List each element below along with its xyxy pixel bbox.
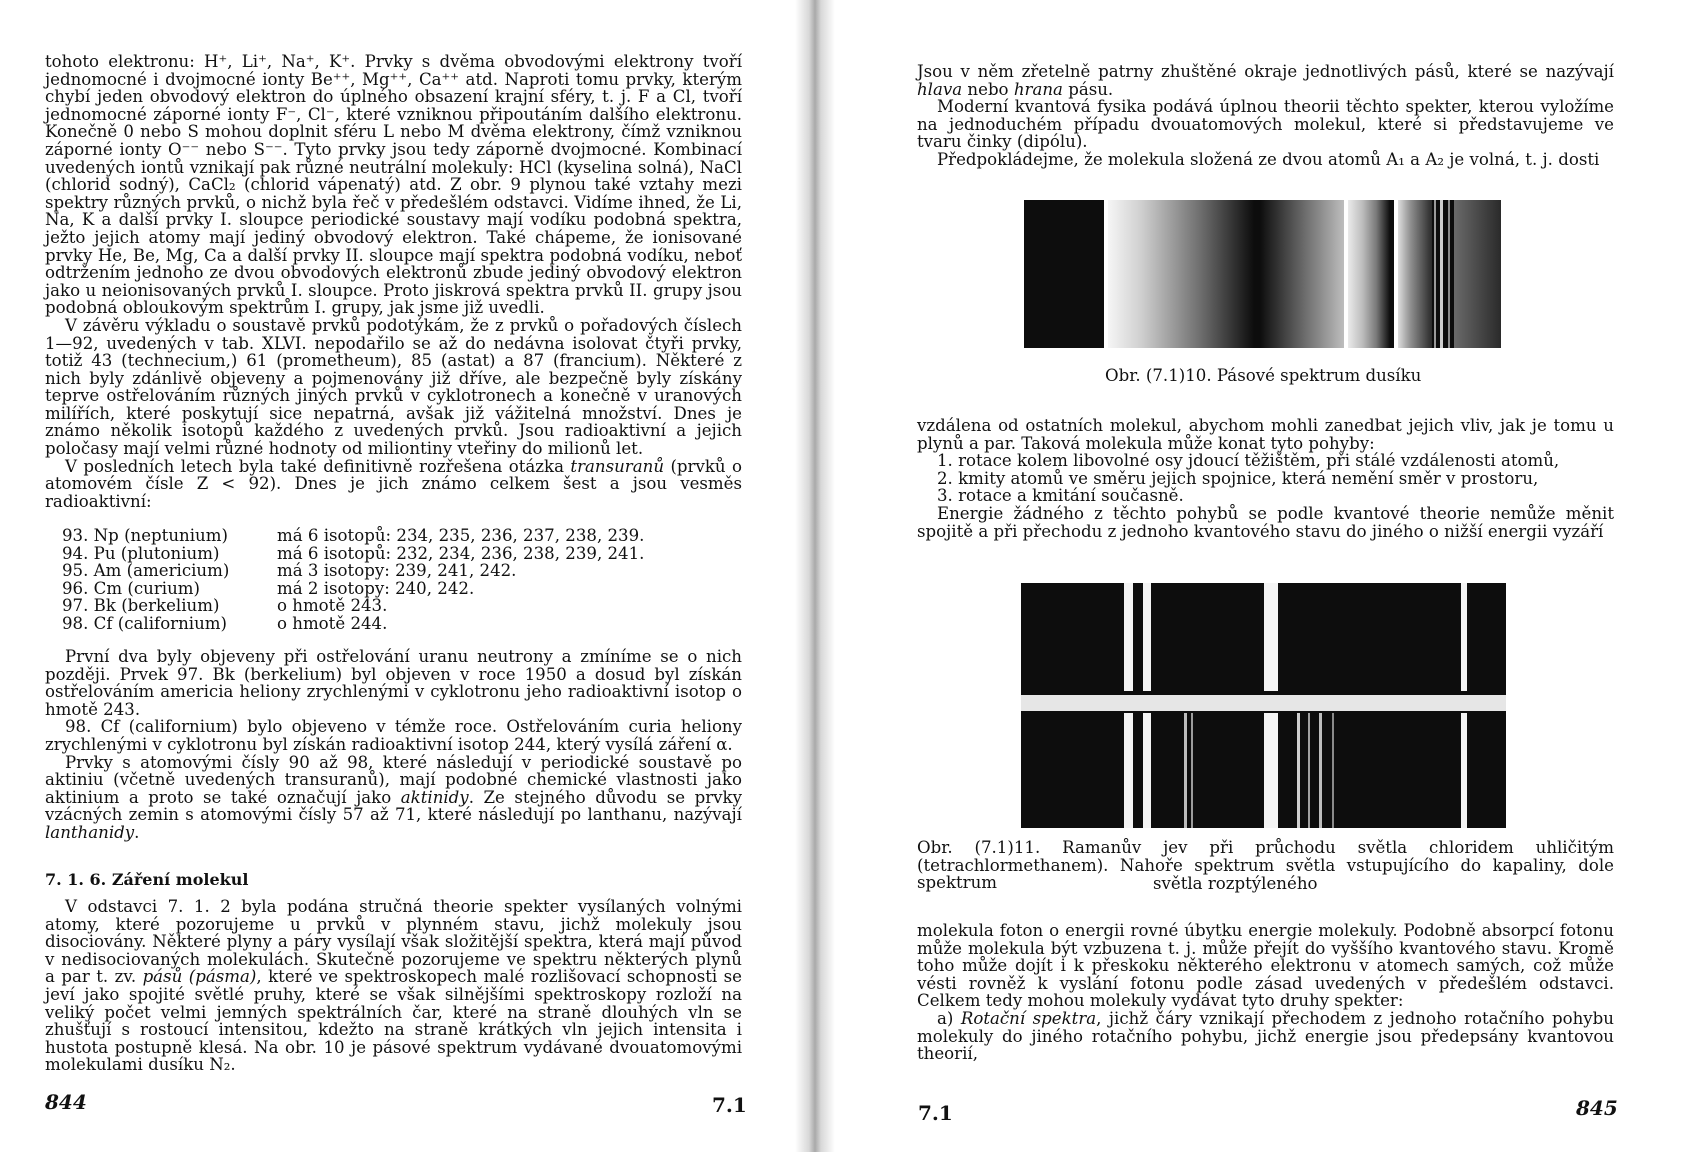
left-page [0,0,800,1152]
raman-spectrum-figure [1021,583,1506,828]
spectral-line [1319,713,1322,828]
paragraph: Moderní kvantová fysika podává úplnou theorii těchto spekter, kterou vyložíme na jednoduchém případu dvouatomových molekul, které si představujeme ve tvaru činky (dipólu). [917,97,1614,152]
band-head [1344,200,1348,348]
list-item: 95. Am (americium) má 3 isotopy: 239, 241, 242. [62,561,517,581]
list-item: 93. Np (neptunium) má 6 isotopů: 234, 235, 236, 237, 238, 239. [62,526,645,545]
paragraph: tohoto elektronu: H⁺, Li⁺, Na⁺, K⁺. Prvky s dvěma obvodovými elektrony tvoří jednomocné i dvojmocné ionty Be⁺⁺, Mg⁺⁺, Ca⁺⁺ atd. Naproti tomu prvky, kterým chybí jeden obvodový elektron do úplného obsazení krajní sféry, t. j. F a Cl, tvoří jednomocné záporné ionty F⁻, Cl⁻, které vzniknou připoutáním dalšího elektronu. Konečně 0 nebo S mohou doplnit sféru L nebo M dvěma elektrony, čímž vzniknou záporné ionty O⁻⁻ nebo S⁻⁻. Tyto prvky jsou tedy záporně dvojmocné. Kombinací uvedených iontů vznikají pak různé neutrální molekuly: HCl (kyselina solná), NaCl (chlorid sodný), CaCl₂ (chlorid vápenatý) atd. Z obr. 9 plynou také vztahy mezi spektry různých prvků, o nichž byla řeč v předešlém odstavci. Vidíme ihned, že Li, Na, K a další prvky I. sloupce periodické soustavy mají vodíku podobná spektra, ježto jejich atomy mají jediný obvodový elektron. Také chápeme, že ionisované prvky He, Be, Mg, Ca a další prvky II. sloupce mají spektra podobná vodíku, neboť odtržením jednoho ze dvou obvodových elektronů zbude jediný obvodový elektron jako u neionisovaných prvků I. sloupce. Proto jiskrová spektra prvků II. grupy jsou podobná obloukovým spektrům I. grupy, jak jsme již uvedli. [45,52,742,318]
separator-strip [1021,695,1506,711]
list-item: 97. Bk (berkelium) o hmotě 243. [62,596,388,616]
book-gutter [795,0,835,1152]
section-heading: 7. 1. 6. Záření molekul [45,870,249,889]
spectral-line [1264,583,1278,691]
paragraph: Energie žádného z těchto pohybů se podle kvantové theorie nemůže měnit spojitě a při přechodu z jednoho kvantového stavu do jiného o nižší energii vyzáří [917,503,1614,541]
left-text-block-middle [45,648,742,842]
spectral-line [1124,583,1133,691]
spectral-band [1454,200,1501,348]
motion-list [917,452,1614,505]
spectral-band [1260,200,1344,348]
paragraph: V odstavci 7. 1. 2 byla podána stručná theorie spekter vysílaných volnými atomy, které pozorujeme u prvků v plynném stavu, jichž molekuly jsou disociovány. Některé plyny a páry vysílají však složitější spektra, která mají původ v nedisociovaných molekulách. Skutečně pozorujeme ve spektru některých plynů a par t. zv. pásů (pásma), které ve spektroskopech malé rozlišovací schopnosti se jeví jako spojité světlé pruhy, které se však silnějšími spektroskopy rozloží na veliký počet velmi jemných spektrálních čar, které na straně dlouhých vln se zhušťují s rostoucí intensitou, kdežto na straně krátkých vln jejich intensita i hustota postupně klesá. Na obr. 10 je pásové spektrum vydávané dvouatomovými molekulami dusíku N₂. [45,897,742,1075]
right-text-block-middle [917,417,1614,540]
list-item: 98. Cf (californium) o hmotě 244. [62,613,388,633]
transuranium-list [62,527,644,633]
paragraph: V závěru výkladu o soustavě prvků podotýkám, že z prvků o pořadových číslech 1—92, uvedených v tab. XLVI. nepodařilo se až do nedávna isolovat čtyři prvky, totiž 43 (technecium,) 61 (prometheum), 85 (astat) a 87 (francium). Některé z nich byly zdánlivě objeveny a pojmenovány již dříve, ale bezpečně byly získány teprve ostřelováním různých jiných prvků v cyklotronech a konečně v uranových milířích, které poskytují sice nepatrná, avšak již vážitelná množství. Dnes je známo několik isotopů každého z uvedených prvků. Jsou radioaktivní a jejich poločasy mají velmi různé hodnoty od miliontiny vteřiny do milionů let. [45,315,742,459]
page-number: 844 [45,1090,87,1114]
figure-caption-continued: světla rozptýleného [1153,874,1318,893]
spectral-line [1448,200,1450,348]
spectral-line [1143,713,1151,828]
band-head [1394,200,1398,348]
band-head [1104,200,1108,348]
list-item: 2. kmity atomů ve směru jejich spojnice, která nemění směr v prostoru, [937,468,1539,488]
spectral-line [1461,713,1467,828]
spectral-line [1143,583,1151,691]
spectral-line [1461,583,1467,691]
right-text-block-bottom [917,922,1614,1063]
paragraph: 98. Cf (californium) bylo objeveno v témže roce. Ostřelováním curia heliony zrychlenými v cyklotronu byl získán radioaktivní isotop 244, který vysílá záření α. [45,717,742,754]
spectral-line [1264,713,1278,828]
paragraph: vzdálena od ostatních molekul, abychom mohli zanedbat jejich vliv, jak je tomu u plynů a par. Taková molekula může konat tyto pohyby: [917,416,1614,453]
page-number: 845 [1576,1096,1618,1120]
spectral-line [1440,200,1443,348]
list-item: 3. rotace a kmitání současně. [937,486,1184,506]
spectral-band [1104,200,1254,348]
paragraph: Jsou v něm zřetelně patrny zhuštěné okraje jednotlivých pásů, které se nazývají hlava nebo hrana pásu. [917,62,1614,99]
paragraph: molekula foton o energii rovné úbytku energie molekuly. Podobně absorpcí fotonu může molekula být vzbuzena t. j. může přejít do vyššího kvantového stavu. Kromě toho může dojít i k přeskoku některého elektronu v atomech samých, což může vésti rovněž k vyslání fotonu podle zásad uvedených v předešlém odstavci. Celkem tedy mohou molekuly vydávat tyto druhy spekter: [917,921,1614,1011]
spectral-line [1434,200,1436,348]
spectral-band [1344,200,1390,348]
paragraph: V posledních letech byla také definitivně rozřešena otázka transuranů (prvků o atomovém čísle Z < 92). Dnes je jich známo celkem šest a jsou vesměs radioaktivní: [45,456,743,511]
left-text-block-top [45,53,742,510]
paragraph: a) Rotační spektra, jichž čáry vznikají přechodem z jednoho rotačního pohybu molekuly do jiného rotačního pohybu, jichž energie jsou předepsány kvantovou theorií, [917,1008,1614,1064]
section-number: 7.1 [918,1101,953,1125]
band-spectrum-figure [1024,200,1501,348]
spectral-line [1297,713,1300,828]
list-item: 96. Cm (curium) má 2 isotopy: 240, 242. [62,578,475,598]
paragraph: První dva byly objeveny při ostřelování uranu neutrony a zmíníme se o nich později. Prvek 97. Bk (berkelium) byl objeven v roce 1950 a dosud byl získán ostřelováním americia heliony zrychlenými v cyklotronu jeho radioaktivní isotop o hmotě 243. [45,647,742,719]
spectral-line [1332,713,1334,828]
left-text-block-bottom [45,898,742,1074]
spectral-line [1184,713,1187,828]
spectral-line [1191,713,1193,828]
paragraph: Prvky s atomovými čísly 90 až 98, které následují v periodické soustavě po aktiniu (včetně uvedených transuranů), mají podobné chemické vlastnosti jako aktinium a proto se také označují jako aktinidy. Ze stejného důvodu se prvky vzácných zemin s atomovými čísly 57 až 71, které následují po lanthanu, nazývají lanthanidy. [45,752,742,842]
spectral-line [1124,713,1133,828]
section-number: 7.1 [712,1093,747,1117]
figure-caption: Obr. (7.1)10. Pásové spektrum dusíku [1105,366,1422,385]
list-item: 1. rotace kolem libovolné osy jdoucí těžištěm, při stálé vzdálenosti atomů, [937,451,1560,471]
spectral-band [1396,200,1432,348]
figure-caption: Obr. (7.1)11. Ramanův jev při průchodu světla chloridem uhličitým (tetrachlormethanem). Nahoře spektrum světla vstupujícího do kapaliny, dole spektrum [917,838,1614,893]
paragraph: Předpokládejme, že molekula složená ze dvou atomů A₁ a A₂ je volná, t. j. dosti [937,149,1600,169]
spectral-line [1308,713,1310,828]
list-item: 94. Pu (plutonium) má 6 isotopů: 232, 234, 236, 238, 239, 241. [62,543,645,563]
right-text-block-top [917,63,1614,169]
